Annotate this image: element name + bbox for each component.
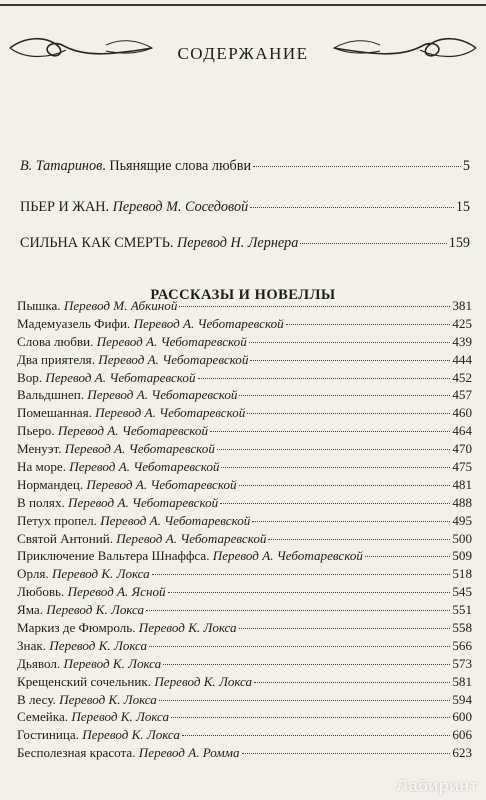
toc-entry[interactable] bbox=[17, 404, 472, 422]
entry-translator: Перевод М. Абкиной bbox=[63, 298, 178, 313]
entry-page: 439 bbox=[452, 333, 472, 349]
dot-leader bbox=[168, 592, 451, 593]
toc-entry[interactable] bbox=[17, 601, 472, 619]
entry-title: Петух пропел. bbox=[17, 512, 97, 528]
dot-leader bbox=[286, 324, 451, 325]
entry-title: Яма. bbox=[17, 602, 44, 618]
toc-entry[interactable] bbox=[17, 708, 472, 726]
entry-title: Нормандец. bbox=[17, 476, 84, 492]
toc-entry[interactable] bbox=[17, 440, 472, 458]
entry-page: 15 bbox=[455, 199, 470, 215]
entry-title: Пьянящие слова любви bbox=[109, 158, 252, 174]
entry-translator: Перевод А. Чеботаревской bbox=[87, 387, 238, 403]
entry-title: Гостиница. bbox=[17, 727, 79, 743]
entry-translator: Перевод А. Чеботаревской bbox=[116, 530, 267, 546]
entry-translator: Перевод А. Чеботаревской bbox=[86, 476, 237, 492]
toc-entry[interactable] bbox=[17, 744, 472, 762]
dot-leader bbox=[159, 700, 451, 701]
toc-entry[interactable] bbox=[17, 583, 472, 601]
toc-entry[interactable] bbox=[17, 458, 472, 476]
entry-translator: Перевод А. Чеботаревской bbox=[133, 315, 284, 331]
entry-translator: Перевод А. Чеботаревской bbox=[95, 405, 246, 421]
toc-entry[interactable] bbox=[17, 351, 472, 369]
entry-translator: Перевод К. Локса bbox=[71, 709, 170, 725]
entry-translator: Перевод А. Чеботаревской bbox=[98, 351, 249, 367]
entry-title: СИЛЬНА КАК СМЕРТЬ. bbox=[20, 235, 174, 251]
entry-title: Помешанная. bbox=[17, 405, 92, 421]
dot-leader bbox=[146, 610, 450, 611]
entry-title: Знак. bbox=[17, 637, 47, 653]
dot-leader bbox=[239, 395, 450, 396]
entry-page: 159 bbox=[448, 235, 470, 251]
section-title: РАССКАЗЫ И НОВЕЛЛЫ bbox=[150, 287, 336, 303]
entry-title: В лесу. bbox=[17, 691, 56, 707]
entry-page: 500 bbox=[452, 530, 472, 546]
entry-page: 425 bbox=[452, 315, 472, 331]
entry-page: 545 bbox=[452, 584, 472, 600]
entry-title: Пышка. bbox=[17, 298, 61, 313]
dot-leader bbox=[210, 431, 450, 432]
entry-author: В. Татаринов bbox=[20, 158, 103, 174]
dot-leader bbox=[252, 521, 450, 522]
toc-entry[interactable] bbox=[17, 726, 472, 744]
story-list bbox=[17, 297, 472, 762]
entry-page: 566 bbox=[452, 637, 472, 653]
entry-title: Дьявол. bbox=[17, 655, 61, 671]
entry-title: Бесполезная красота. bbox=[17, 745, 136, 761]
entry-page: 444 bbox=[452, 351, 472, 367]
entry-page: 600 bbox=[452, 709, 472, 725]
dot-leader bbox=[198, 378, 451, 379]
dot-leader bbox=[250, 360, 450, 361]
entry-title: Семейка. bbox=[17, 709, 69, 725]
entry-page: 481 bbox=[452, 476, 472, 492]
dot-leader bbox=[179, 306, 450, 307]
entry-translator: Перевод А. Ясной bbox=[67, 584, 166, 600]
dot-leader bbox=[152, 574, 451, 575]
entry-page: 551 bbox=[452, 602, 472, 618]
entry-page: 509 bbox=[452, 548, 472, 564]
toc-entry[interactable] bbox=[17, 315, 472, 333]
entry-title: На море. bbox=[17, 459, 67, 475]
entry-page: 475 bbox=[452, 459, 472, 475]
entry-translator: Перевод А. Чеботаревской bbox=[96, 333, 247, 349]
entry-translator: Перевод Н. Лернера bbox=[176, 235, 299, 251]
entry-title: Любовь. bbox=[17, 584, 65, 600]
entry-translator: Перевод К. Локса bbox=[51, 566, 150, 582]
entry-page: 452 bbox=[452, 369, 472, 385]
dot-leader bbox=[220, 503, 450, 504]
toc-major-entry[interactable] bbox=[20, 235, 470, 252]
entry-page: 623 bbox=[452, 745, 472, 761]
entry-translator: Перевод К. Локса bbox=[59, 691, 157, 707]
entry-title: Вальдшнеп. bbox=[17, 387, 85, 403]
entry-translator: Перевод К. Локса bbox=[63, 655, 162, 671]
top-rule bbox=[0, 4, 486, 6]
dot-leader bbox=[217, 449, 450, 450]
entry-translator: Перевод А. Чеботаревской bbox=[57, 423, 209, 439]
entry-page: 5 bbox=[462, 158, 470, 174]
entry-title: Слова любви. bbox=[17, 333, 94, 349]
entry-page: 457 bbox=[452, 387, 472, 403]
entry-title: Мадемуазель Фифи. bbox=[17, 315, 131, 331]
toc-entry[interactable] bbox=[17, 547, 472, 565]
dot-leader bbox=[171, 717, 450, 718]
dot-leader bbox=[239, 628, 451, 629]
toc-entry[interactable] bbox=[17, 565, 472, 583]
entry-translator: Перевод К. Локса bbox=[154, 673, 253, 689]
toc-entry[interactable] bbox=[17, 691, 472, 709]
dot-leader bbox=[253, 166, 461, 167]
entry-translator: Перевод К. Локса bbox=[49, 637, 148, 653]
entry-title: Менуэт. bbox=[17, 441, 62, 457]
dot-leader bbox=[250, 207, 454, 208]
dot-leader bbox=[242, 753, 451, 754]
page-title: СОДЕРЖАНИЕ bbox=[177, 44, 309, 63]
entry-title: Святой Антоний. bbox=[17, 530, 113, 546]
toc-entry[interactable] bbox=[17, 476, 472, 494]
entry-page: 558 bbox=[452, 620, 472, 636]
toc-entry[interactable] bbox=[17, 333, 472, 351]
dot-leader bbox=[365, 556, 450, 557]
entry-translator: Перевод К. Локса bbox=[82, 727, 180, 743]
entry-title: Два приятеля. bbox=[17, 351, 95, 367]
dot-leader bbox=[221, 467, 450, 468]
entry-page: 488 bbox=[452, 494, 472, 510]
toc-entry[interactable] bbox=[17, 655, 472, 673]
entry-page: 606 bbox=[452, 727, 472, 743]
entry-translator: Перевод А. Чеботаревской bbox=[100, 512, 251, 528]
entry-translator: Перевод К. Локса bbox=[138, 620, 237, 636]
entry-translator: Перевод М. Соседовой bbox=[112, 199, 249, 215]
entry-page: 381 bbox=[452, 298, 472, 313]
entry-page: 581 bbox=[452, 673, 472, 689]
entry-title: Орля. bbox=[17, 566, 49, 582]
dot-leader bbox=[254, 682, 450, 683]
toc-entry[interactable] bbox=[17, 530, 472, 548]
entry-translator: Перевод А. Чеботаревской bbox=[212, 548, 363, 564]
toc-entry[interactable] bbox=[17, 619, 472, 637]
entry-title: Приключение Вальтера Шнаффса. bbox=[17, 548, 210, 564]
dot-leader bbox=[163, 664, 450, 665]
entry-translator: Перевод А. Чеботаревской bbox=[64, 441, 215, 457]
entry-page: 470 bbox=[452, 441, 472, 457]
toc-major-entry[interactable] bbox=[20, 199, 470, 216]
toc-entry[interactable] bbox=[17, 297, 472, 315]
dot-leader bbox=[247, 413, 450, 414]
toc-entry[interactable] bbox=[17, 673, 472, 691]
entry-translator: Перевод К. Локса bbox=[46, 602, 145, 618]
dot-leader bbox=[300, 243, 446, 244]
entry-title: В полях. bbox=[17, 494, 65, 510]
entry-title: ПЬЕР И ЖАН. bbox=[20, 199, 110, 215]
toc-entry[interactable] bbox=[17, 422, 472, 440]
entry-translator: Перевод А. Ромма bbox=[138, 745, 240, 761]
toc-entry[interactable] bbox=[17, 386, 472, 404]
entry-page: 464 bbox=[452, 423, 472, 439]
toc-entry[interactable] bbox=[17, 369, 472, 387]
dot-leader bbox=[268, 539, 450, 540]
entry-title: Пьеро. bbox=[17, 423, 55, 439]
dot-leader bbox=[239, 485, 451, 486]
dot-leader bbox=[249, 342, 451, 343]
toc-entry[interactable] bbox=[17, 637, 472, 655]
toc-major-entry[interactable]: В. Татаринов. Пьянящие слова любви 5 bbox=[20, 158, 470, 174]
entry-title: Крещенский сочельник. bbox=[17, 673, 152, 689]
entry-title: Вор. bbox=[17, 369, 43, 385]
dot-leader bbox=[149, 646, 450, 647]
entry-page: 594 bbox=[452, 691, 472, 707]
entry-page: 518 bbox=[452, 566, 472, 582]
toc-entry[interactable] bbox=[17, 512, 472, 530]
entry-translator: Перевод А. Чеботаревской bbox=[45, 369, 196, 385]
entry-page: 495 bbox=[452, 512, 472, 528]
entry-title: Маркиз де Фюмроль. bbox=[17, 620, 136, 636]
toc-entry[interactable] bbox=[17, 494, 472, 512]
labirint-watermark: Лабиринт bbox=[396, 778, 478, 795]
entry-page: 573 bbox=[452, 655, 472, 671]
entry-page: 460 bbox=[452, 405, 472, 421]
entry-translator: Перевод А. Чеботаревской bbox=[69, 459, 220, 475]
entry-translator: Перевод А. Чеботаревской bbox=[68, 494, 219, 510]
dot-leader bbox=[182, 735, 450, 736]
